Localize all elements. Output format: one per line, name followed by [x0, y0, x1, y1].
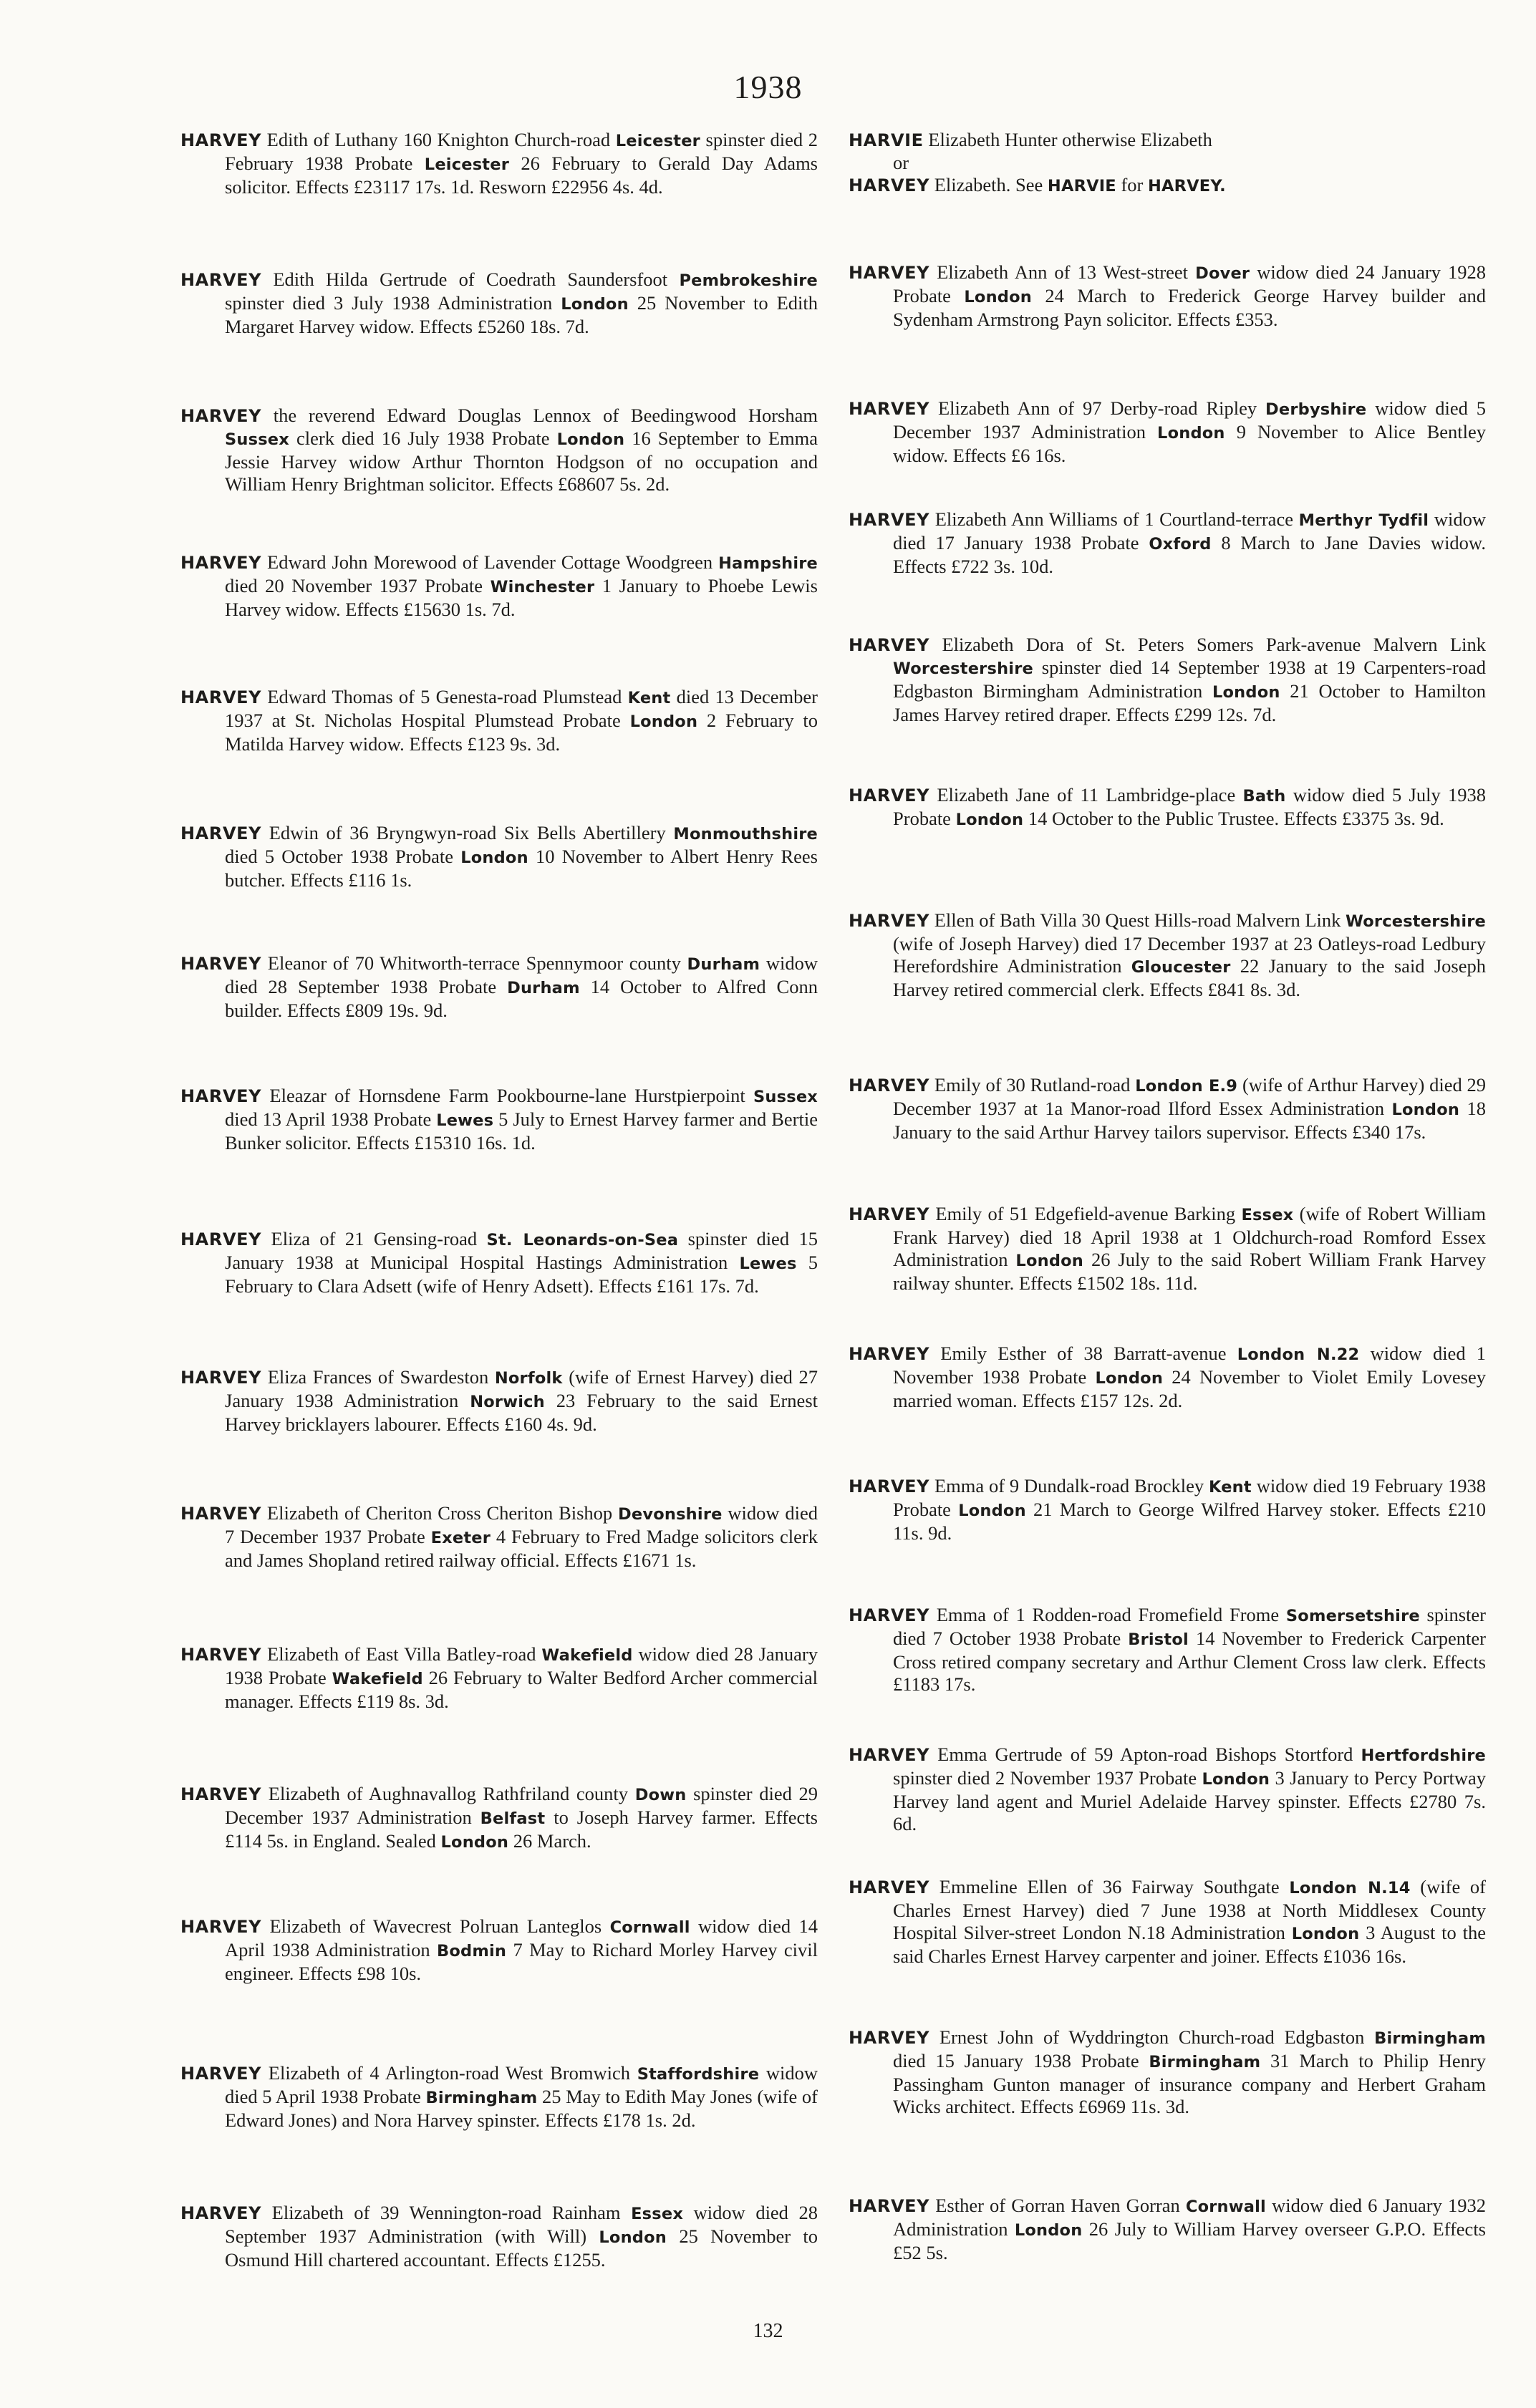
- entry-place-name: Derbyshire: [1265, 400, 1367, 419]
- probate-entry: [849, 261, 1486, 331]
- entry-text: Eleazar of Hornsdene Farm Pookbourne-lane Hurstpierpoint: [261, 1085, 754, 1106]
- entry-place-name: Merthyr Tydfil: [1298, 511, 1429, 530]
- entry-place-name: HARVEY.: [1148, 177, 1226, 195]
- entry-place-name: Durham: [687, 955, 760, 974]
- probate-entry: [180, 1502, 818, 1572]
- probate-entry: [180, 1366, 818, 1436]
- entry-text: Elizabeth Ann of 13 West-street: [929, 261, 1196, 283]
- entry-place-name: Gloucester: [1131, 958, 1231, 977]
- entry-surname: HARVEY: [180, 954, 262, 974]
- entry-text: (wife of Charles Ernest Harvey) died 7 June 1938 at North Middlesex County Hospital Silver-street London N.18 Administration: [893, 1876, 1486, 1943]
- entry-text: Edward Thomas of 5 Genesta-road Plumstead: [261, 686, 628, 707]
- entry-place-name: Lewes: [436, 1111, 494, 1130]
- entry-text: 7 May to Richard Morley Harvey civil engineer. Effects £98 10s.: [225, 1939, 818, 1984]
- entry-text: Elizabeth of 4 Arlington-road West Bromwich: [261, 2062, 637, 2084]
- entry-place-name: Cornwall: [1185, 2197, 1266, 2216]
- entry-text: 18 January to the said Arthur Harvey tailors supervisor. Effects £340 17s.: [893, 1098, 1487, 1143]
- entry-text: 31 March to Philip Henry Passingham Gunton manager of insurance company and Herbert Graham Wicks architect. Effects £6969 11s. 3d.: [893, 2050, 1486, 2117]
- entry-place-name: Bodmin: [437, 1942, 507, 1960]
- entry-text: widow died 5 July 1938 Probate: [893, 784, 1487, 829]
- probate-entry: [180, 551, 818, 621]
- probate-entry: [180, 1643, 818, 1713]
- entry-text: Elizabeth Dora of St. Peters Somers Park-avenue Malvern Link: [929, 634, 1486, 655]
- entry-place-name: London: [599, 2228, 667, 2247]
- entry-place-name: Monmouthshire: [673, 825, 818, 843]
- entry-place-name: London N.14: [1289, 1879, 1411, 1897]
- entry-place-name: Essex: [1241, 1206, 1294, 1224]
- entry-surname: HARVEY: [180, 1229, 262, 1249]
- entry-text: Elizabeth of Aughnavallog Rathfriland county: [261, 1783, 635, 1804]
- entry-place-name: London: [955, 811, 1024, 829]
- entry-text: Emmeline Ellen of 36 Fairway Southgate: [929, 1876, 1290, 1897]
- entry-text: Elizabeth Ann of 97 Derby-road Ripley: [929, 397, 1265, 419]
- probate-entry: [180, 1783, 818, 1854]
- entry-place-name: Bristol: [1128, 1630, 1189, 1649]
- entry-place-name: Birmingham: [1374, 2029, 1486, 2048]
- entry-text: Emily of 51 Edgefield-avenue Barking: [929, 1203, 1242, 1224]
- entry-text: widow died 7 December 1937 Probate: [225, 1502, 818, 1547]
- entry-surname: HARVEY: [180, 553, 262, 573]
- probate-entry: [849, 1744, 1486, 1835]
- entry-surname: HARVEY: [849, 510, 930, 530]
- entry-surname: HARVEY: [180, 823, 262, 843]
- entry-surname: HARVEY: [849, 1204, 930, 1224]
- entry-place-name: London: [1391, 1101, 1460, 1119]
- entry-text: widow died 28 January 1938 Probate: [225, 1643, 818, 1688]
- probate-entry: [180, 822, 818, 891]
- entry-text: (wife of Joseph Harvey) died 17 December 1937 at 23 Oatleys-road Ledbury Herefordshire Administration: [893, 933, 1486, 977]
- probate-entry: [849, 1203, 1486, 1295]
- cross-reference-line: [893, 152, 1486, 174]
- entry-text: 14 October to the Public Trustee. Effects £3375 3s. 9d.: [1023, 808, 1444, 829]
- entry-text: Edith of Luthany 160 Knighton Church-road: [261, 129, 616, 150]
- probate-entry: [849, 1475, 1486, 1544]
- entry-place-name: Norwich: [470, 1393, 545, 1411]
- entry-text: 26 February to Gerald Day Adams solicitor. Effects £23117 17s. 1d. Resworn £22956 4s. 4d.: [225, 153, 818, 198]
- entry-text: Elizabeth of East Villa Batley-road: [261, 1643, 542, 1665]
- entry-place-name: London: [556, 430, 625, 449]
- entry-text: 8 March to Jane Davies widow. Effects £722 3s. 10d.: [893, 532, 1486, 577]
- entry-text: widow died 28 September 1937 Administration (with Will): [225, 2202, 818, 2247]
- cross-reference-line: [849, 174, 1486, 198]
- entry-place-name: Birmingham: [425, 2089, 538, 2107]
- entry-text: 23 February to the said Ernest Harvey bricklayers labourer. Effects £160 4s. 9d.: [225, 1390, 818, 1435]
- entry-place-name: Sussex: [753, 1088, 818, 1106]
- entry-place-name: Worcestershire: [1346, 912, 1486, 931]
- probate-entry: [849, 397, 1486, 467]
- entry-text: spinster died 29 December 1937 Administration: [225, 1783, 818, 1828]
- entry-place-name: Oxford: [1149, 535, 1212, 553]
- probate-entry: [849, 2026, 1486, 2118]
- entry-place-name: Pembrokeshire: [679, 271, 818, 290]
- entry-text: or: [893, 152, 909, 173]
- entry-text: 25 May to Edith May Jones (wife of Edward Jones) and Nora Harvey spinster. Effects £178 1s. 2d.: [225, 2086, 818, 2131]
- probate-entry: [849, 2195, 1486, 2264]
- entry-text: 14 October to Alfred Conn builder. Effects £809 19s. 9d.: [225, 976, 818, 1021]
- entry-surname: HARVEY: [180, 2203, 262, 2223]
- entry-text: Eliza Frances of Swardeston: [261, 1366, 495, 1388]
- probate-entry: [180, 269, 818, 338]
- entry-text: 14 November to Frederick Carpenter Cross retired company secretary and Arthur Clement Cross law clerk. Effects £1183 17s.: [893, 1628, 1486, 1695]
- entry-place-name: London: [1202, 1770, 1270, 1789]
- entry-place-name: Exeter: [430, 1529, 491, 1547]
- entry-text: Elizabeth Hunter otherwise Elizabeth: [923, 129, 1212, 150]
- entry-text: Elizabeth of Cheriton Cross Cheriton Bishop: [261, 1502, 619, 1524]
- probate-entry: [849, 784, 1486, 831]
- entry-text: died 20 November 1937 Probate: [225, 575, 491, 596]
- entry-surname: HARVEY: [180, 1917, 262, 1937]
- entry-surname: HARVEY: [849, 1476, 930, 1496]
- entry-surname: HARVIE: [849, 130, 924, 150]
- entry-place-name: London: [1291, 1925, 1360, 1943]
- entry-place-name: Leicester: [615, 132, 700, 150]
- entry-place-name: Somersetshire: [1285, 1607, 1420, 1625]
- entry-surname: HARVEY: [180, 1368, 262, 1388]
- entry-place-name: Wakefield: [541, 1646, 633, 1665]
- probate-entry: [849, 1876, 1486, 1968]
- entry-text: 5 February to Clara Adsett (wife of Henry Adsett). Effects £161 17s. 7d.: [225, 1252, 818, 1297]
- entry-surname: HARVEY: [849, 263, 930, 283]
- entry-text: widow died 5 December 1937 Administration: [893, 397, 1487, 443]
- probate-entry: [849, 909, 1486, 1001]
- entry-text: Emma Gertrude of 59 Apton-road Bishops Stortford: [929, 1744, 1361, 1765]
- entry-surname: HARVEY: [849, 911, 930, 931]
- entry-text: Esther of Gorran Haven Gorran: [929, 2195, 1186, 2216]
- entry-place-name: Cornwall: [609, 1918, 690, 1937]
- entry-place-name: London N.22: [1237, 1345, 1360, 1364]
- entry-place-name: Durham: [507, 979, 580, 997]
- probate-entry: [180, 405, 818, 495]
- entry-surname: HARVEY: [180, 130, 262, 150]
- probate-entry: [180, 686, 818, 755]
- entry-surname: HARVEY: [180, 406, 262, 426]
- entry-text: clerk died 16 July 1938 Probate: [289, 427, 557, 449]
- entry-text: 22 January to the said Joseph Harvey retired commercial clerk. Effects £841 8s. 3d.: [893, 955, 1486, 1000]
- entry-text: spinster died 3 July 1938 Administration: [225, 292, 561, 314]
- entry-text: widow died 1 November 1938 Probate: [893, 1343, 1487, 1388]
- entry-text: 3 January to Percy Portway Harvey land agent and Muriel Adelaide Harvey spinster. Effects £2780 7s. 6d.: [893, 1767, 1486, 1834]
- entry-text: Elizabeth Ann Williams of 1 Courtland-terrace: [929, 508, 1299, 530]
- entry-place-name: Devonshire: [618, 1505, 723, 1524]
- probate-entry: [180, 1915, 818, 1985]
- entry-text: widow died 24 January 1928 Probate: [893, 261, 1486, 306]
- entry-text: Eliza of 21 Gensing-road: [261, 1228, 487, 1249]
- entry-place-name: Leicester: [424, 155, 510, 174]
- entry-surname: HARVEY: [180, 2064, 262, 2084]
- entry-text: widow died 28 September 1938 Probate: [225, 952, 818, 997]
- entry-surname: HARVEY: [180, 1645, 262, 1665]
- entry-place-name: Sussex: [225, 430, 289, 449]
- probate-entry: [180, 952, 818, 1022]
- entry-text: 4 February to Fred Madge solicitors clerk and James Shopland retired railway official. Effects £1671 1s.: [225, 1526, 818, 1571]
- entry-text: 3 August to the said Charles Ernest Harvey carpenter and joiner. Effects £1036 16s.: [893, 1922, 1486, 1967]
- entry-text: 21 March to George Wilfred Harvey stoker. Effects £210 11s. 9d.: [893, 1499, 1487, 1544]
- entry-text: Emma of 1 Rodden-road Fromefield Frome: [929, 1604, 1286, 1625]
- entry-place-name: Worcestershire: [893, 659, 1033, 678]
- entry-place-name: Winchester: [490, 578, 595, 596]
- entry-text: widow died 6 January 1932 Administration: [893, 2195, 1486, 2240]
- entry-text: spinster died 15 January 1938 at Municipal Hospital Hastings Administration: [225, 1228, 818, 1273]
- entry-text: spinster died 2 November 1937 Probate: [893, 1767, 1202, 1789]
- entry-surname: HARVEY: [180, 1504, 262, 1524]
- entry-text: (wife of Robert William Frank Harvey) died 18 April 1938 at 1 Oldchurch-road Romford Essex Administration: [893, 1203, 1486, 1270]
- entry-text: died 5 October 1938 Probate: [225, 846, 461, 867]
- entry-text: 25 November to Edith Margaret Harvey widow. Effects £5260 18s. 7d.: [225, 292, 818, 337]
- probate-entry: [180, 1085, 818, 1154]
- entry-place-name: Wakefield: [332, 1670, 423, 1688]
- entry-place-name: Staffordshire: [637, 2065, 760, 2084]
- entry-place-name: Dover: [1195, 264, 1250, 283]
- probate-entry: [849, 634, 1486, 726]
- entry-surname: HARVEY: [180, 1086, 262, 1106]
- entry-text: Edward John Morewood of Lavender Cottage Woodgreen: [261, 551, 719, 573]
- entry-place-name: London: [629, 712, 698, 731]
- entry-place-name: London: [964, 288, 1032, 306]
- entry-text: Elizabeth Jane of 11 Lambridge-place: [929, 784, 1243, 806]
- entry-text: 26 March.: [508, 1830, 591, 1852]
- entry-place-name: Kent: [627, 689, 671, 707]
- entry-place-name: London: [460, 848, 528, 867]
- entry-text: 26 February to Walter Bedford Archer commercial manager. Effects £119 8s. 3d.: [225, 1667, 818, 1712]
- probate-entry: [180, 129, 818, 198]
- entry-text: died 15 January 1938 Probate: [893, 2050, 1149, 2071]
- entry-place-name: London: [561, 295, 629, 314]
- probate-entry: [180, 2062, 818, 2132]
- entry-surname: HARVEY: [180, 687, 262, 707]
- entry-text: widow died 19 February 1938 Probate: [893, 1475, 1486, 1520]
- entry-place-name: London: [1015, 1252, 1084, 1270]
- entry-text: died 13 April 1938 Probate: [225, 1108, 437, 1130]
- entry-text: for: [1116, 174, 1149, 195]
- entry-text: (wife of Arthur Harvey) died 29 December 1937 at 1a Manor-road Ilford Essex Administration: [893, 1074, 1486, 1119]
- entry-surname: HARVEY: [849, 1877, 930, 1897]
- entry-place-name: Kent: [1208, 1478, 1252, 1496]
- entry-text: Emily of 30 Rutland-road: [929, 1074, 1136, 1096]
- entry-text: (wife of Ernest Harvey) died 27 January 1938 Administration: [225, 1366, 818, 1411]
- probate-entry: [849, 1604, 1486, 1696]
- entry-surname: HARVEY: [849, 175, 930, 195]
- entry-place-name: London: [1212, 683, 1280, 702]
- entry-text: spinster died 7 October 1938 Probate: [893, 1604, 1486, 1649]
- entry-place-name: Essex: [631, 2205, 684, 2223]
- entry-text: 24 March to Frederick George Harvey builder and Sydenham Armstrong Payn solicitor. Effects £353.: [893, 285, 1486, 330]
- entry-place-name: London E.9: [1135, 1077, 1238, 1096]
- entry-place-name: HARVIE: [1047, 177, 1116, 195]
- probate-entry: [849, 129, 1486, 198]
- entry-text: spinster died 2 February 1938 Probate: [225, 129, 818, 174]
- entry-place-name: St. Leonards-on-Sea: [486, 1231, 679, 1249]
- entry-text: Ernest John of Wyddrington Church-road Edgbaston: [929, 2026, 1375, 2048]
- probate-entry: [849, 508, 1486, 578]
- entry-place-name: London: [958, 1502, 1026, 1520]
- entry-text: Edwin of 36 Bryngwyn-road Six Bells Abertillery: [261, 822, 674, 843]
- entry-surname: HARVEY: [849, 2196, 930, 2216]
- entry-surname: HARVEY: [849, 1344, 930, 1364]
- entry-text: widow died 17 January 1938 Probate: [893, 508, 1486, 553]
- entry-text: 25 November to Osmund Hill chartered accountant. Effects £1255.: [225, 2225, 818, 2271]
- entry-text: Emily Esther of 38 Barratt-avenue: [929, 1343, 1237, 1364]
- entry-text: to Joseph Harvey farmer. Effects £114 5s. in England. Sealed: [225, 1807, 818, 1852]
- entry-text: Ellen of Bath Villa 30 Quest Hills-road Malvern Link: [929, 909, 1346, 931]
- probate-entry: [180, 2202, 818, 2271]
- entry-place-name: Hampshire: [718, 554, 818, 573]
- entry-text: Emma of 9 Dundalk-road Brockley: [929, 1475, 1209, 1496]
- entry-text: the reverend Edward Douglas Lennox of Beedingwood Horsham: [261, 405, 818, 426]
- entry-text: Edith Hilda Gertrude of Coedrath Saundersfoot: [261, 269, 680, 290]
- entry-place-name: Lewes: [739, 1254, 797, 1273]
- entry-text: Eleanor of 70 Whitworth-terrace Spennymoor county: [261, 952, 687, 974]
- entry-place-name: Down: [634, 1786, 687, 1804]
- entry-place-name: Birmingham: [1149, 2053, 1261, 2071]
- entry-text: 10 November to Albert Henry Rees butcher. Effects £116 1s.: [225, 846, 818, 891]
- entry-place-name: London: [440, 1833, 509, 1852]
- entry-place-name: Norfolk: [494, 1369, 563, 1388]
- entry-place-name: Belfast: [480, 1809, 546, 1828]
- entry-text: 21 October to Hamilton James Harvey retired draper. Effects £299 12s. 7d.: [893, 680, 1487, 725]
- entry-surname: HARVEY: [180, 270, 262, 290]
- entry-place-name: London: [1095, 1369, 1164, 1388]
- entry-text: spinster died 14 September 1938 at 19 Carpenters-road Edgbaston Birmingham Administration: [893, 657, 1486, 702]
- entry-text: died 13 December 1937 at St. Nicholas Hospital Plumstead Probate: [225, 686, 818, 731]
- entry-text: widow died 5 April 1938 Probate: [225, 2062, 818, 2107]
- entry-surname: HARVEY: [180, 1784, 262, 1804]
- entry-text: 26 July to the said Robert William Frank Harvey railway shunter. Effects £1502 18s. 11d.: [893, 1249, 1486, 1294]
- entry-place-name: London: [1014, 2221, 1083, 2240]
- entry-text: 24 November to Violet Emily Lovesey married woman. Effects £157 12s. 2d.: [893, 1366, 1486, 1411]
- entry-text: 16 September to Emma Jessie Harvey widow Arthur Thornton Hodgson of no occupation and William Henry Brightman solicitor. Effects £68607 5s. 2d.: [225, 427, 818, 495]
- entry-place-name: Bath: [1242, 787, 1286, 806]
- page-header-year: 1938: [733, 69, 803, 105]
- entry-text: Elizabeth. See: [929, 174, 1048, 195]
- entry-text: 1 January to Phoebe Lewis Harvey widow. Effects £15630 1s. 7d.: [225, 575, 818, 620]
- probate-entry: [180, 1228, 818, 1297]
- entry-surname: HARVEY: [849, 785, 930, 806]
- entry-text: 9 November to Alice Bentley widow. Effects £6 16s.: [893, 421, 1486, 466]
- entry-surname: HARVEY: [849, 1745, 930, 1765]
- entry-text: widow died 14 April 1938 Administration: [225, 1915, 818, 1960]
- entry-surname: HARVEY: [849, 399, 930, 419]
- entry-text: 2 February to Matilda Harvey widow. Effects £123 9s. 3d.: [225, 710, 818, 755]
- probate-entry: [849, 1074, 1486, 1143]
- page-number: 132: [753, 2320, 783, 2342]
- entry-place-name: Hertfordshire: [1361, 1746, 1486, 1765]
- probate-entry: [849, 1343, 1486, 1412]
- entry-surname: HARVEY: [849, 1605, 930, 1625]
- entry-text: Elizabeth of 39 Wennington-road Rainham: [261, 2202, 632, 2223]
- entry-text: 26 July to William Harvey overseer G.P.O. Effects £52 5s.: [893, 2218, 1486, 2263]
- entry-text: Elizabeth of Wavecrest Polruan Lanteglos: [261, 1915, 610, 1937]
- entry-surname: HARVEY: [849, 2028, 930, 2048]
- entry-place-name: London: [1157, 424, 1225, 443]
- entry-text: 5 July to Ernest Harvey farmer and Bertie Bunker solicitor. Effects £15310 16s. 1d.: [225, 1108, 818, 1154]
- entry-surname: HARVEY: [849, 635, 930, 655]
- entry-surname: HARVEY: [849, 1075, 930, 1096]
